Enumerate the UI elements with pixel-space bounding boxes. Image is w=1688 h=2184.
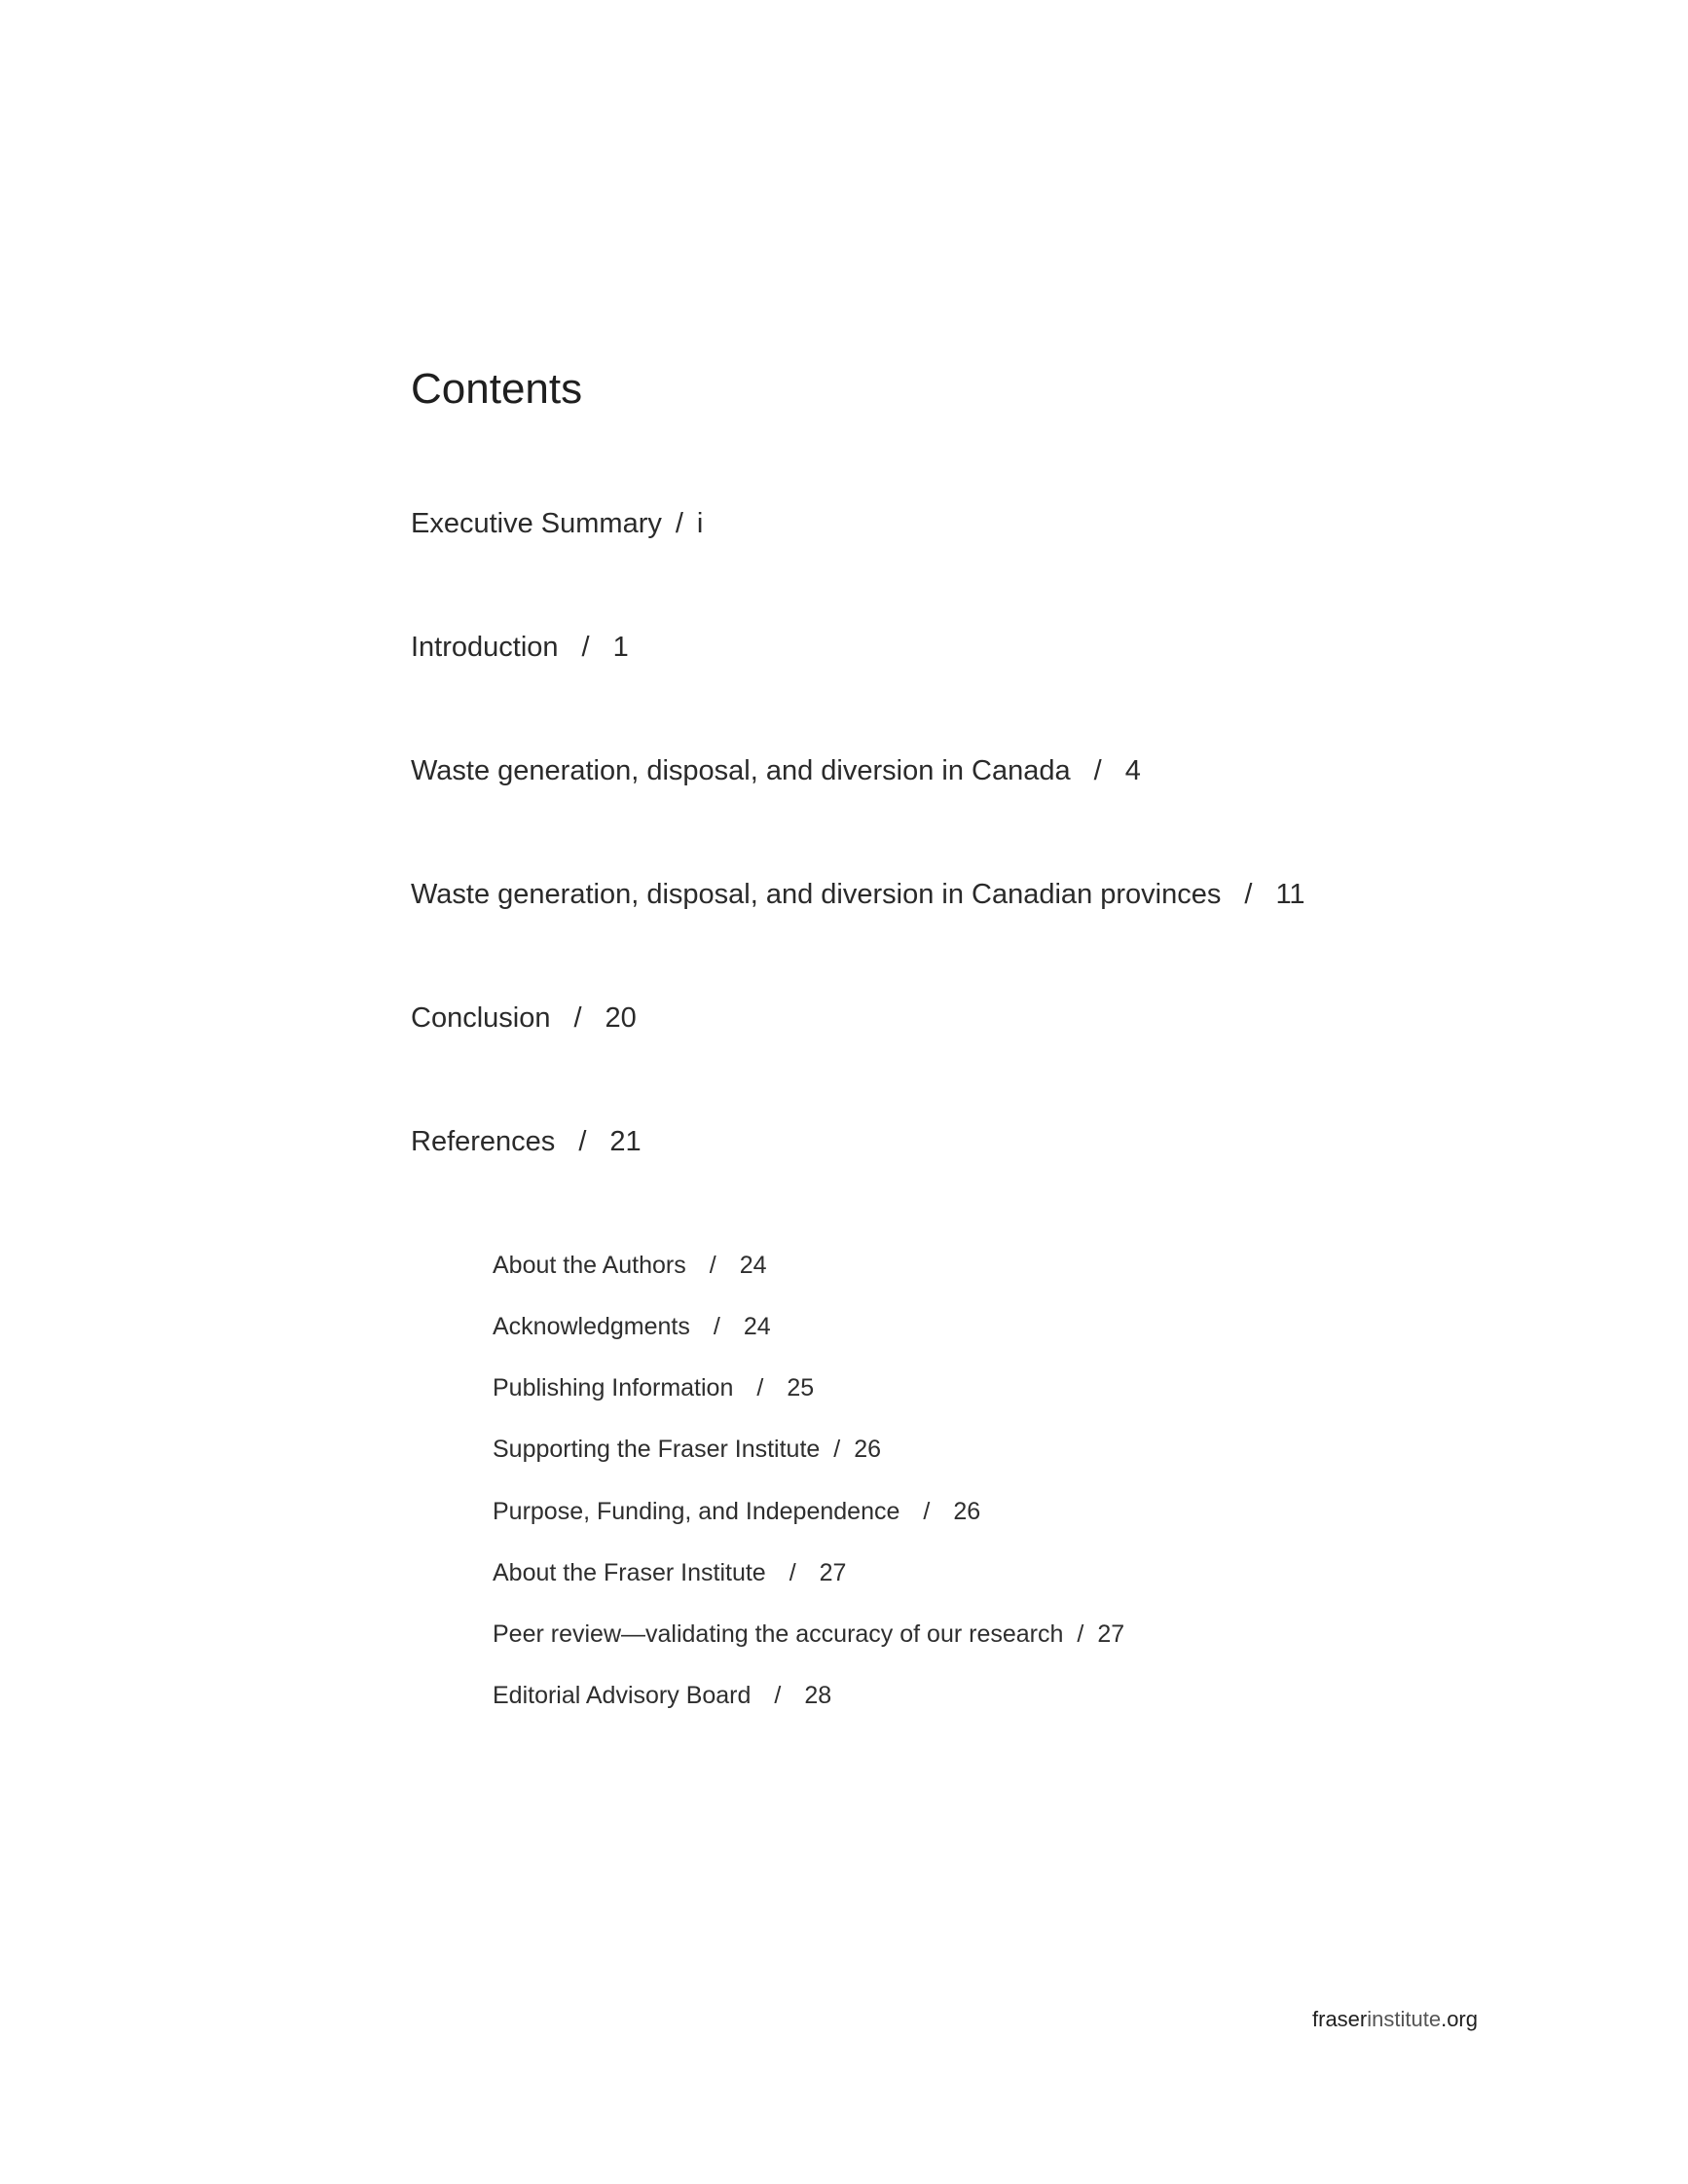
toc-separator: / — [1244, 879, 1253, 910]
toc-separator: / — [713, 1313, 720, 1340]
toc-entry-label: About the Fraser Institute — [493, 1559, 766, 1586]
toc-entry-label: Waste generation, disposal, and diversion in Canada — [411, 755, 1071, 786]
toc-entry-page: 27 — [1097, 1620, 1125, 1648]
toc-entry-page: 25 — [787, 1374, 815, 1401]
toc-entry-label: About the Authors — [493, 1252, 686, 1279]
toc-entry-references[interactable] — [411, 1128, 642, 1156]
toc-entry-page: 24 — [739, 1252, 767, 1279]
toc-entry-page: 26 — [854, 1436, 882, 1463]
toc-entry-page: 4 — [1124, 755, 1141, 786]
toc-entry-peer-review[interactable] — [493, 1622, 1124, 1647]
toc-entry-page: 1 — [612, 632, 629, 663]
toc-entry-executive-summary[interactable] — [411, 510, 703, 538]
toc-entry-publishing-information[interactable] — [493, 1376, 814, 1401]
toc-entry-introduction[interactable] — [411, 634, 629, 662]
page-title: Contents — [411, 365, 583, 413]
toc-separator: / — [923, 1498, 931, 1525]
toc-entry-about-authors[interactable] — [493, 1254, 767, 1278]
toc-entry-purpose-funding[interactable] — [493, 1500, 980, 1524]
toc-entry-label: Purpose, Funding, and Independence — [493, 1498, 900, 1525]
toc-entry-label: Acknowledgments — [493, 1313, 690, 1340]
toc-separator: / — [774, 1682, 782, 1709]
toc-entry-label: Peer review—validating the accuracy of our research — [493, 1620, 1064, 1648]
toc-separator: / — [756, 1374, 764, 1401]
toc-entry-about-fraser[interactable] — [493, 1561, 846, 1585]
toc-separator: / — [573, 1002, 582, 1034]
toc-entry-label: Executive Summary — [411, 508, 662, 539]
toc-separator: / — [581, 632, 590, 663]
toc-entry-label: Supporting the Fraser Institute — [493, 1436, 821, 1463]
toc-entry-label: Publishing Information — [493, 1374, 734, 1401]
toc-entry-page: 20 — [605, 1002, 637, 1034]
toc-entry-label: Conclusion — [411, 1002, 551, 1034]
toc-entry-waste-provinces[interactable] — [411, 881, 1305, 909]
toc-entry-label: References — [411, 1126, 556, 1157]
toc-separator: / — [709, 1252, 716, 1279]
toc-entry-acknowledgments[interactable] — [493, 1315, 771, 1339]
footer-url-part: fraser — [1312, 2007, 1368, 2031]
toc-separator: / — [1093, 755, 1102, 786]
toc-separator: / — [1077, 1620, 1084, 1648]
toc-entry-label: Waste generation, disposal, and diversion in Canadian provinces — [411, 879, 1222, 910]
toc-entry-label: Editorial Advisory Board — [493, 1682, 752, 1709]
toc-separator: / — [578, 1126, 587, 1157]
toc-separator: / — [675, 508, 683, 539]
toc-entry-conclusion[interactable] — [411, 1004, 637, 1033]
footer-website-link[interactable] — [1312, 2009, 1478, 2030]
toc-entry-page: 11 — [1275, 879, 1305, 910]
toc-entry-supporting-fraser[interactable] — [493, 1438, 881, 1462]
toc-entry-label: Introduction — [411, 632, 559, 663]
toc-entry-editorial-board[interactable] — [493, 1684, 831, 1708]
toc-entry-page: 26 — [953, 1498, 981, 1525]
toc-entry-page: 28 — [804, 1682, 832, 1709]
footer-url-part: .org — [1441, 2007, 1478, 2031]
footer-url-part: institute — [1367, 2007, 1442, 2031]
toc-separator: / — [789, 1559, 796, 1586]
toc-entry-page: 24 — [743, 1313, 771, 1340]
toc-entry-page: 21 — [609, 1126, 642, 1157]
toc-entry-page: i — [696, 508, 704, 539]
toc-entry-page: 27 — [819, 1559, 847, 1586]
toc-separator: / — [833, 1436, 841, 1463]
toc-entry-waste-canada[interactable] — [411, 757, 1141, 785]
